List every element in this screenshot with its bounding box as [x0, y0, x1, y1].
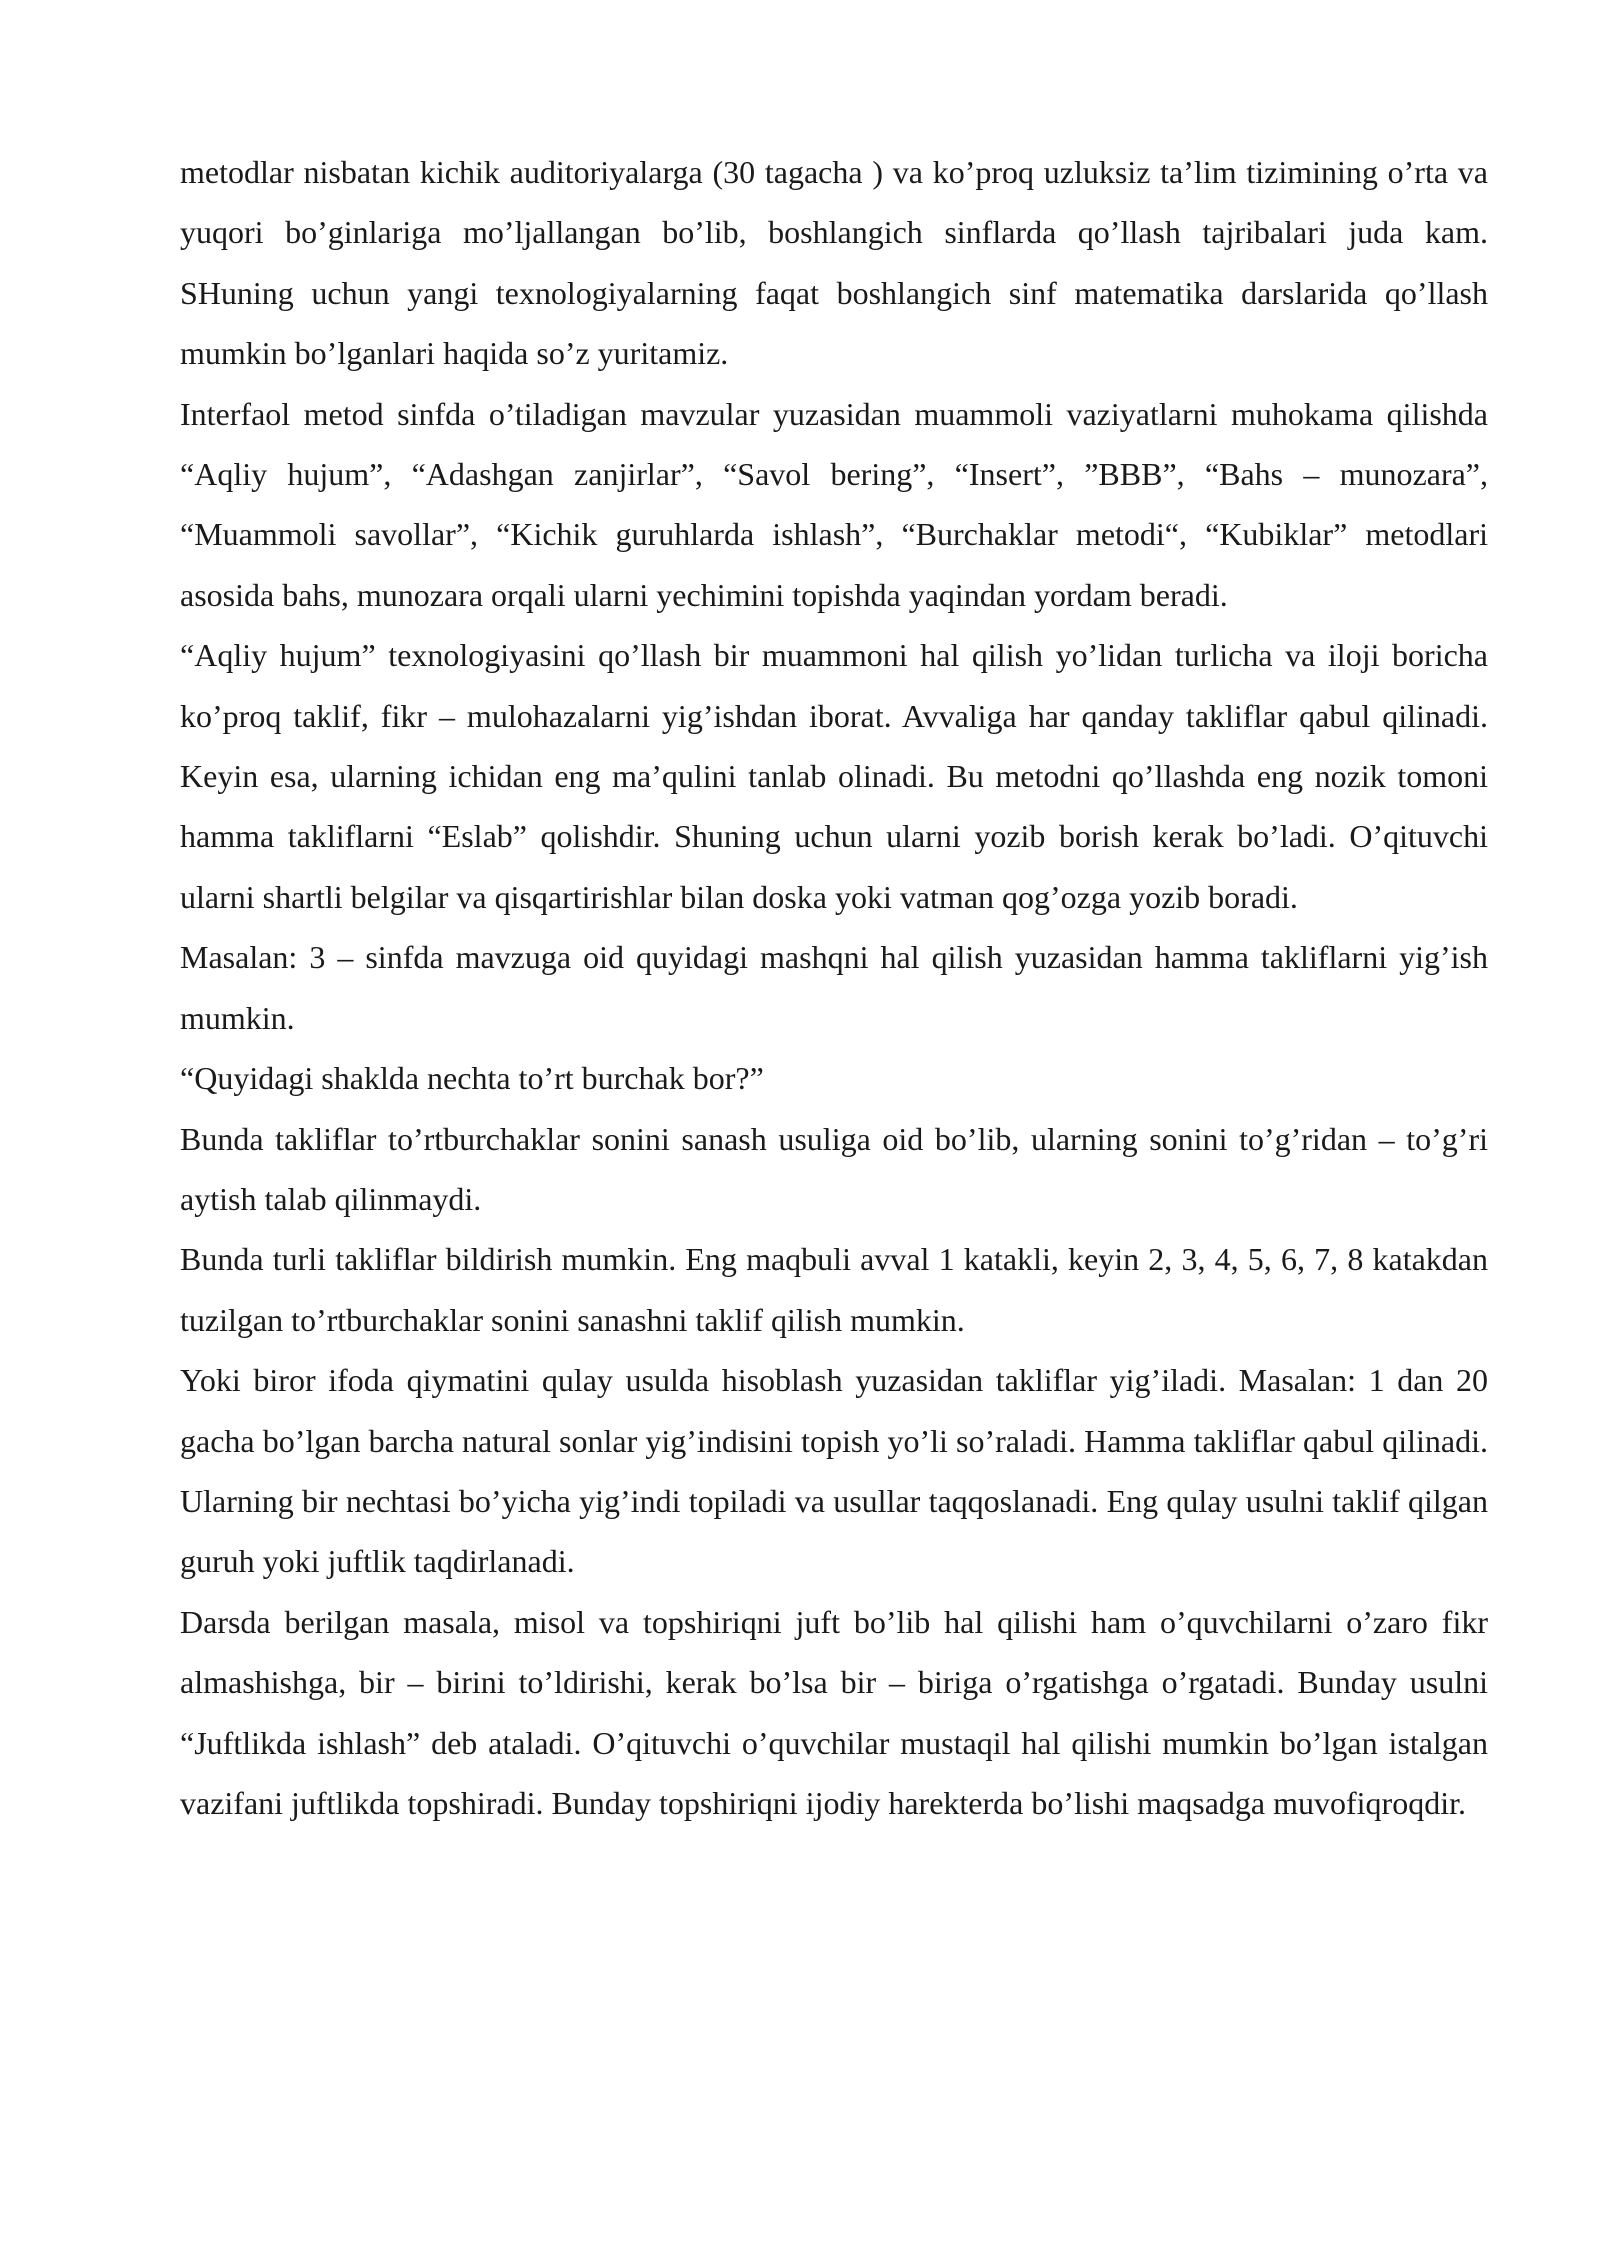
paragraph-6: Bunda takliflar to’rtburchaklar sonini sanash usuliga oid bo’lib, ularning sonini to’g’ridan – to’g’ri aytish talab qilinmaydi. — [180, 1120, 1488, 1217]
paragraph-5: “Quyidagi shakldа nechta to’rt burchak bor?” — [180, 1060, 764, 1097]
paragraph-2: Interfaol metod sinfda o’tiladigan mavzular yuzasidan muammoli vaziyatlarni muhokama qilishda “Aqliy hujum”, “Adashgan zanjirlar”, “Savol bering”, “Insert”, ”BBB”, “Bahs – munozara”, “Muammoli savollar”, “Kichik guruhlarda ishlash”, “Burchaklar metodi“, “Kubiklar” metodlari asosida bahs, munozara orqali ularni yechimini topishda yaqindan yordam beradi. — [180, 395, 1488, 613]
paragraph-8: Yoki biror ifoda qiymatini qulay usulda hisoblash yuzasidan takliflar yig’iladi. Masalan: 1 dan 20 gacha bo’lgan barcha natural sonlar yig’indisini topish yo’li so’raladi. Hamma takliflar qabul qilinadi. Ularning bir nechtasi bo’yicha yig’indi topiladi va usullar taqqoslanadi. Eng qulay usulni taklif qilgan guruh yoki juftlik taqdirlanadi. — [180, 1362, 1488, 1580]
paragraph-4: Masalan: 3 – sinfda mavzuga oid quyidagi mashqni hal qilish yuzasidan hamma takliflarni yig’ish mumkin. — [180, 939, 1488, 1036]
document-page — [180, 142, 1488, 1833]
paragraph-9: Darsda berilgan masala, misol va topshiriqni juft bo’lib hal qilishi ham o’quvchilarni o’zaro fikr almashishga, bir – birini to’ldirishi, kerak bo’lsa bir – biriga o’rgatishga o’rgatadi. Bunday usulni “Juftlikda ishlash” deb ataladi. O’qituvchi o’quvchilar mustaqil hal qilishi mumkin bo’lgan istalgan vazifani juftlikda topshiradi. Bunday topshiriqni ijodiy harekterda bo’lishi maqsadga muvofiqroqdir. — [180, 1603, 1488, 1821]
paragraph-3: “Aqliy hujum” texnologiyasini qo’llash bir muammoni hal qilish yo’lidan turlicha va iloji boricha ko’proq taklif, fikr – mulohazalarni yig’ishdan iborat. Avvaliga har qanday takliflar qabul qilinadi. Keyin esa, ularning ichidan eng ma’qulini tanlab olinadi. Bu metodni qo’llashda eng nozik tomoni hamma takliflarni “Eslab” qolishdir. Shuning uchun ularni yozib borish kerak bo’ladi. O’qituvchi ularni shartli belgilar va qisqartirishlar bilan doska yoki vatman qog’ozga yozib boradi. — [180, 637, 1488, 915]
paragraph-7: Bunda turli takliflar bildirish mumkin. Eng maqbuli avval 1 katakli, keyin 2, 3, 4, 5, 6, 7, 8 katakdan tuzilgan to’rtburchaklar sonini sanashni taklif qilish mumkin. — [180, 1241, 1488, 1338]
paragraph-1: metodlar nisbatan kichik auditoriyalarga (30 tagacha ) va ko’proq uzluksiz ta’lim tizimining o’rta va yuqori bo’ginlariga mo’ljallangan bo’lib, boshlangich sinflarda qo’llash tajribalari juda kam. SHuning uchun yangi texnologiyalarning faqat boshlangich sinf matematika darslarida qo’llash mumkin bo’lganlari haqida so’z yuritamiz. — [180, 154, 1488, 372]
